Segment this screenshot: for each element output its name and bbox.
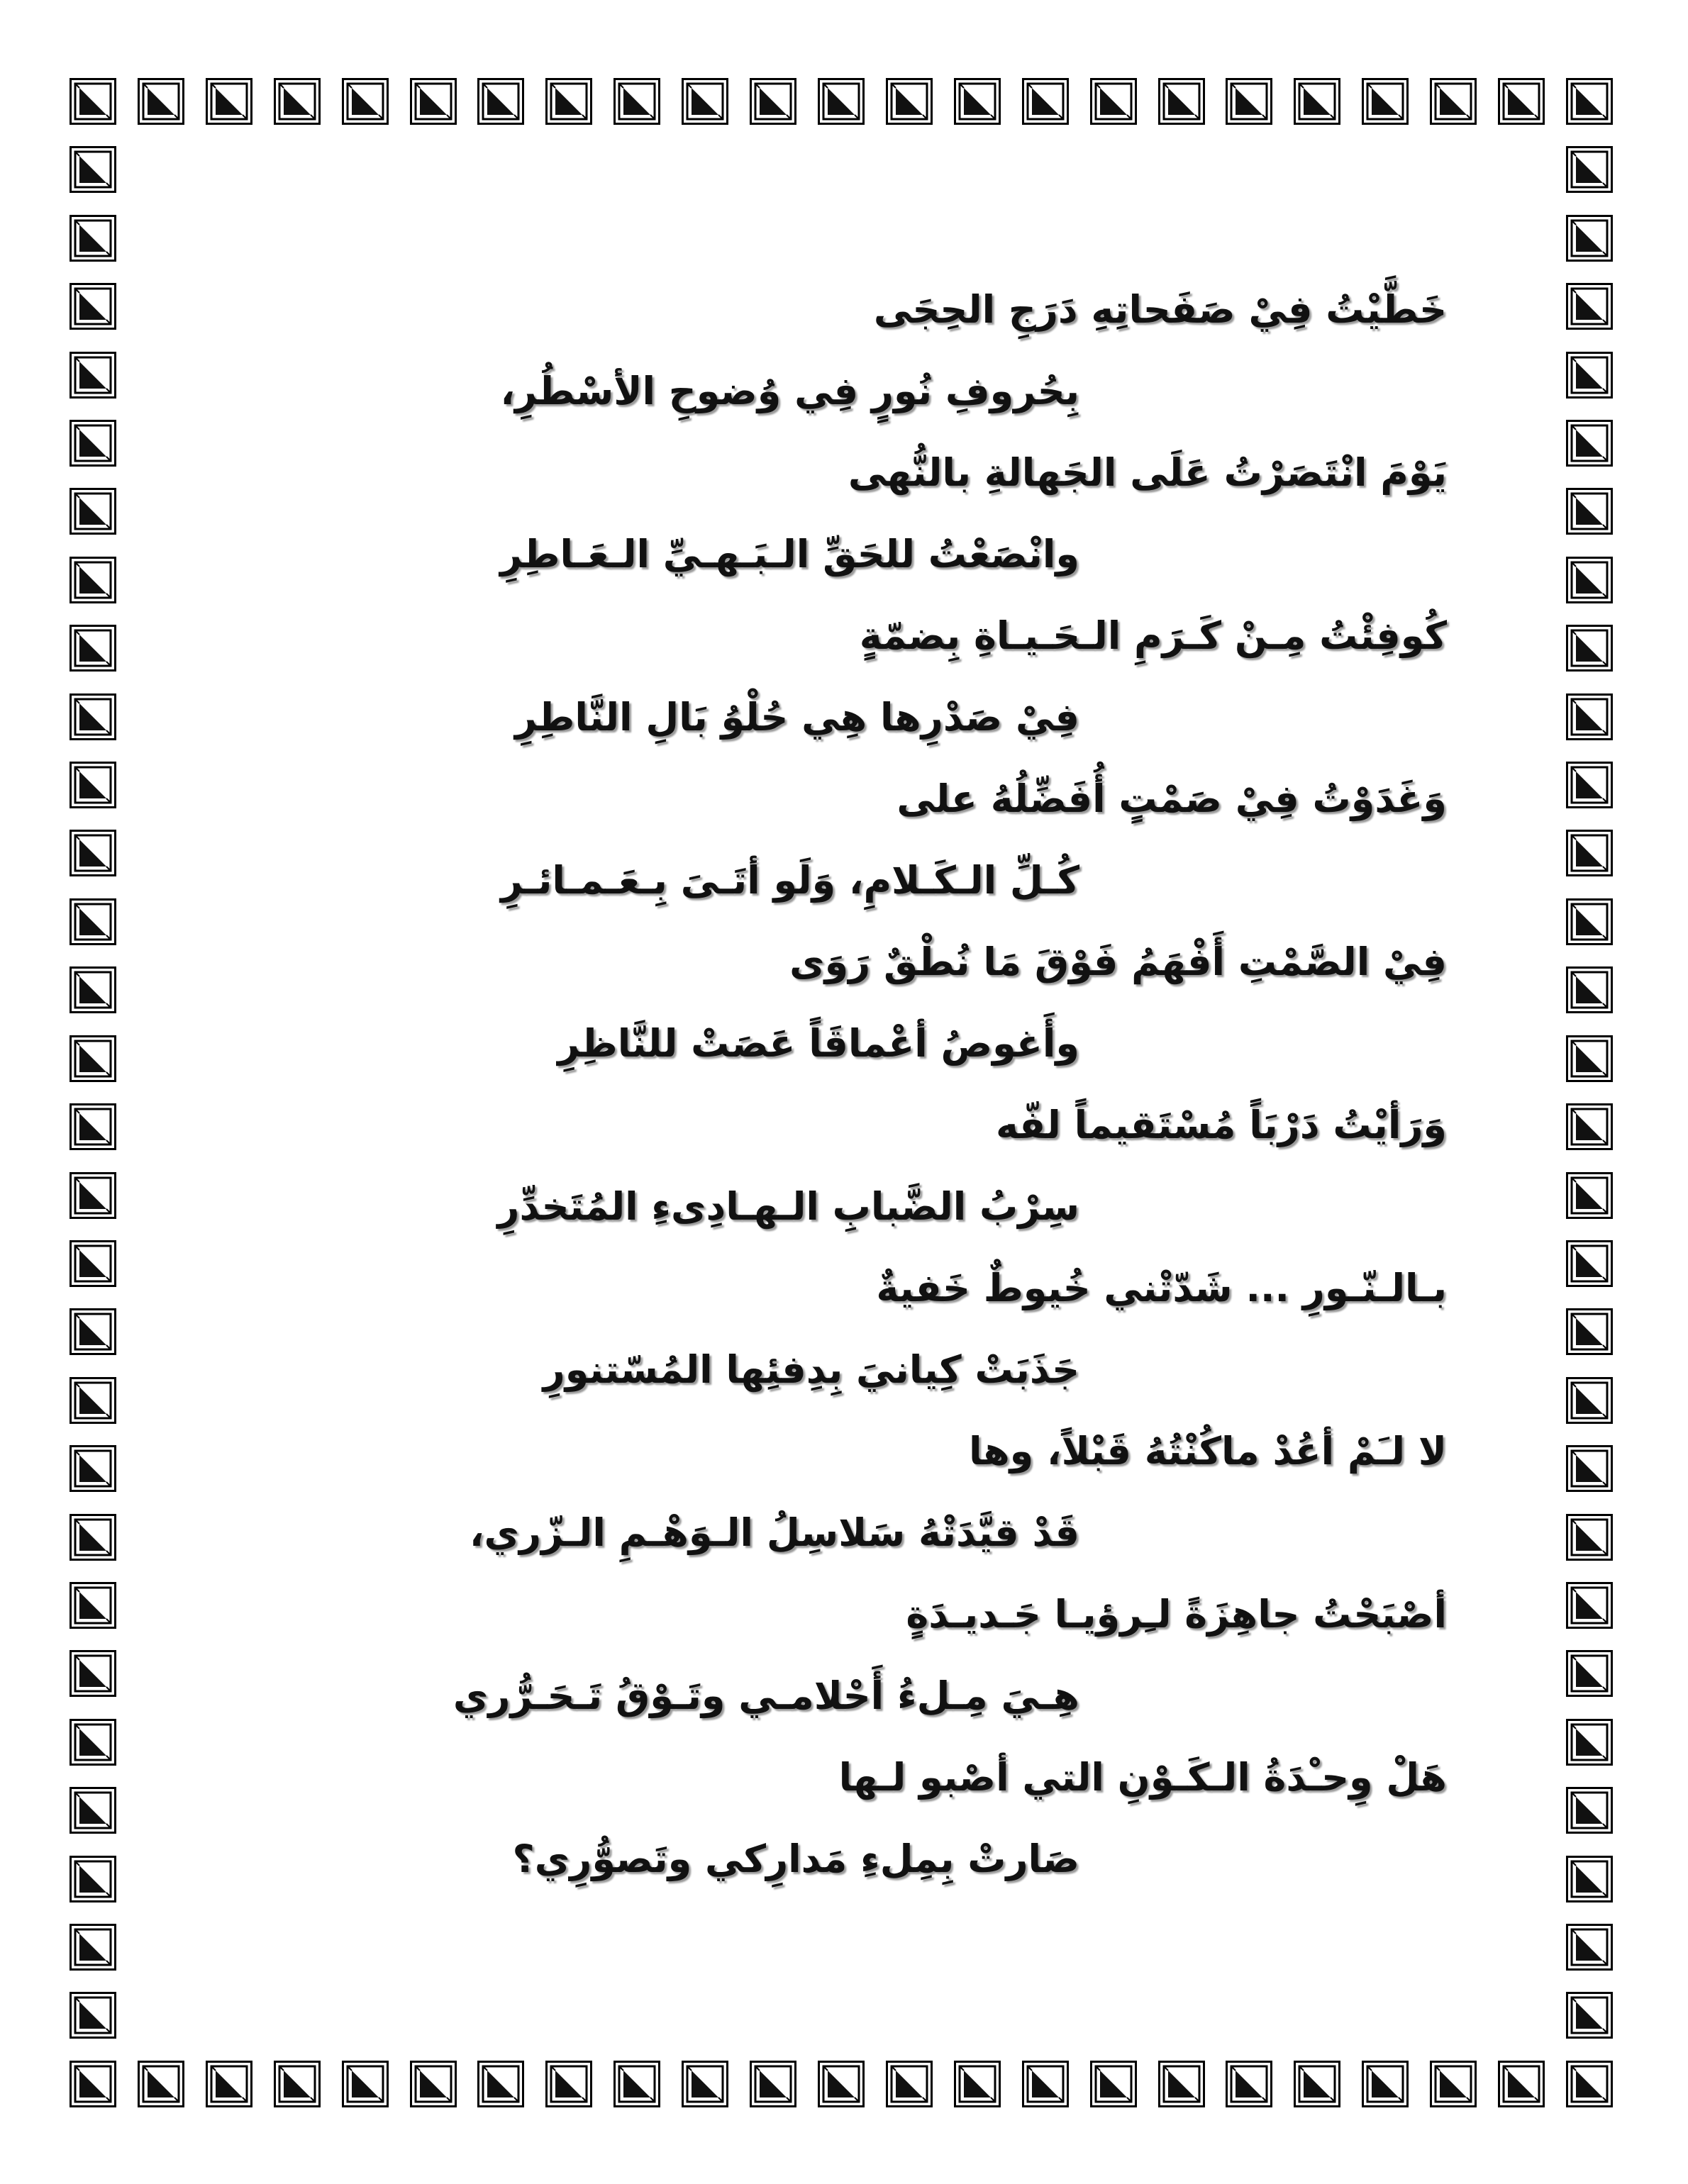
poem-line: هَلْ وِحـْدَةُ الـكَـوْنِ التي أصْبو لـها: [838, 1755, 1447, 1800]
poem-line: وَرَأيْتُ دَرْبَاً مُسْتَقيماً لفّه: [995, 1103, 1447, 1147]
poem-line: بِحُروفِ نُورٍ فِي وُضوحِ الأسْطُرِ،: [500, 369, 1079, 413]
poem-line: لا لـَمْ أعُدْ ماكُنْتُهُ قَبْلاً، وها: [968, 1429, 1447, 1473]
poem-line: وَغَدَوْتُ فِيْ صَمْتٍ أُفَضِّلُهُ على: [896, 776, 1447, 821]
poem-line: فِيْ صَدْرِها هِي حُلْوُ بَالِ النَّاطِرِ: [514, 695, 1079, 740]
poem-line: وانْصَعْتُ للحَقِّ الـبَـهـيِّ الـعَـاطِرِ: [500, 532, 1079, 576]
poem-line: كُـلِّ الـكَـلامِ، وَلَو أتَـىَ بِـعَـمـائـرِ: [501, 858, 1079, 903]
poem-line: صَارتْ بِمِلءِ مَدارِكي وتَصوُّرِي؟: [512, 1837, 1079, 1881]
poem-line: يَوْمَ انْتَصَرْتُ عَلَى الجَهالةِ بالنُّهى: [848, 450, 1447, 495]
poem-line: كُوفِئْتُ مِـنْ كَـرَمِ الـحَـيـاةِ بِضمّةٍ: [859, 613, 1447, 658]
poem-line: فِيْ الصَّمْتِ أَفْهَمُ فَوْقَ مَا نُطْقٌ رَوَى: [789, 940, 1447, 984]
poem-line: أصْبَحْتُ جاهِزَةً لـِرؤيـا جَـديـدَةٍ: [906, 1592, 1447, 1637]
poem-line: قَدْ قيَّدَتْهُ سَلاسِلُ الـوَهْـمِ الـزّري،: [469, 1510, 1079, 1555]
poem-line: هِـيَ مِـلءُ أَحْلامـي وتَـوْقُ تَـحَـرُّري: [452, 1673, 1079, 1718]
poem-line: خَطَّيْتُ فِيْ صَفَحاتِهِ دَرَجِ الحِجَى: [873, 287, 1447, 332]
poem-line: بـالـنّـورِ ... شَدّتْني خُيوطٌ خَفيةٌ: [876, 1266, 1447, 1310]
poem-line: وأَغوصُ أعْماقَاً عَصَتْ للنَّاظِرِ: [557, 1021, 1079, 1066]
poem-line: سِرْبُ الضَّبابِ الـهـادِىءِ المُتَخدِّرِ: [497, 1184, 1079, 1229]
poem-line: جَذَبَتْ كِيانيَ بِدِفئِها المُسّتنورِ: [543, 1347, 1079, 1392]
